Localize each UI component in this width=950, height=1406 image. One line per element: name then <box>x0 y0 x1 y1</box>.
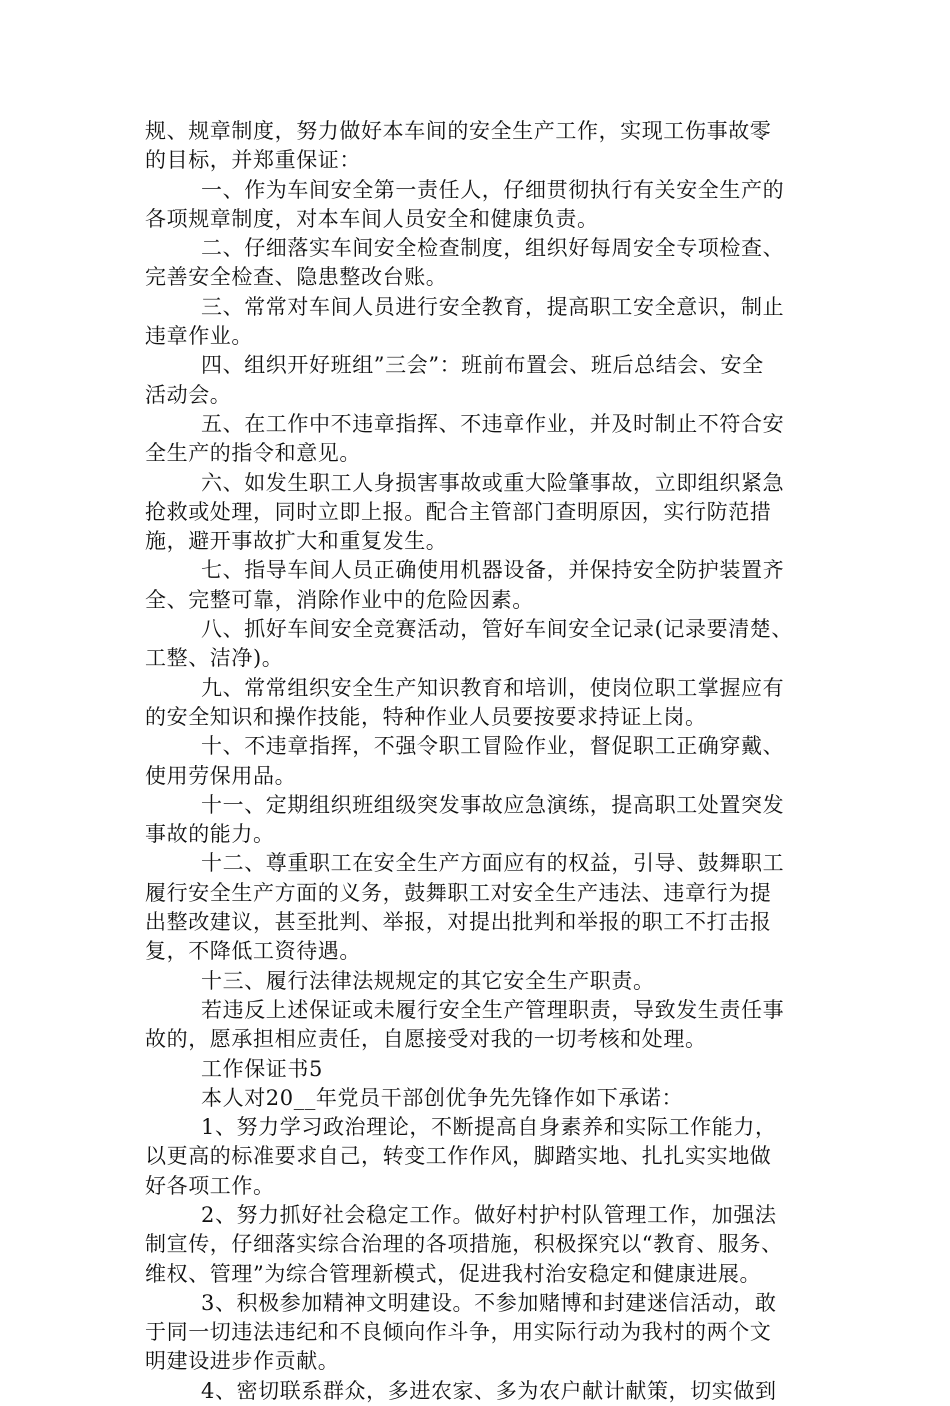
text-line: 故的，愿承担相应责任，自愿接受对我的一切考核和处理。 <box>145 1027 707 1052</box>
text-line: 九、常常组织安全生产知识教育和培训，使岗位职工掌握应有 <box>201 675 785 700</box>
text-line: 3、积极参加精神文明建设。不参加赌博和封建迷信活动，敢 <box>201 1290 777 1315</box>
text-line: 维权、管理”为综合管理新模式，促进我村治安稳定和健康进展。 <box>145 1261 762 1286</box>
text-line: 工整、洁净)。 <box>145 646 284 671</box>
text-line: 制宣传，仔细落实综合治理的各项措施，积极探究以“教育、服务、 <box>145 1232 783 1257</box>
text-line: 本人对20__年党员干部创优争先先锋作如下承诺： <box>201 1085 684 1110</box>
text-line: 四、组织开好班组”三会”：班前布置会、班后总结会、安全 <box>201 353 764 378</box>
text-line: 十三、履行法律法规规定的其它安全生产职责。 <box>201 968 655 993</box>
document-body <box>145 117 835 1406</box>
text-line: 完善安全检查、隐患整改台账。 <box>145 265 448 290</box>
text-line: 工作保证书5 <box>201 1056 323 1081</box>
text-line: 各项规章制度，对本车间人员安全和健康负责。 <box>145 206 599 231</box>
text-line: 违章作业。 <box>145 324 253 349</box>
text-line: 八、抓好车间安全竞赛活动，管好车间安全记录(记录要清楚、 <box>201 617 793 642</box>
text-line: 出整改建议，甚至批判、举报，对提出批判和举报的职工不打击报 <box>145 910 772 935</box>
text-line: 全生产的指令和意见。 <box>145 441 361 466</box>
text-line: 抢救或处理，同时立即上报。配合主管部门查明原因，实行防范措 <box>145 499 772 524</box>
text-line: 履行安全生产方面的义务，鼓舞职工对安全生产违法、违章行为提 <box>145 880 772 905</box>
text-line: 规、规章制度，努力做好本车间的安全生产工作，实现工伤事故零 <box>145 119 772 143</box>
text-line: 一、作为车间安全第一责任人，仔细贯彻执行有关安全生产的 <box>201 177 785 202</box>
text-line: 活动会。 <box>145 382 232 407</box>
text-line: 使用劳保用品。 <box>145 763 297 788</box>
text-line: 二、仔细落实车间安全检查制度，组织好每周安全专项检查、 <box>201 236 785 261</box>
text-line: 复，不降低工资待遇。 <box>145 939 361 964</box>
text-line: 若违反上述保证或未履行安全生产管理职责，导致发生责任事 <box>201 997 785 1022</box>
text-line: 十一、定期组织班组级突发事故应急演练，提高职工处置突发 <box>201 792 785 817</box>
text-line: 于同一切违法违纪和不良倾向作斗争，用实际行动为我村的两个文 <box>145 1320 772 1345</box>
text-line: 事故的能力。 <box>145 822 275 847</box>
text-line: 的安全知识和操作技能，特种作业人员要按要求持证上岗。 <box>145 704 707 729</box>
text-line: 十、不违章指挥，不强令职工冒险作业，督促职工正确穿戴、 <box>201 734 785 759</box>
text-line: 全、完整可靠，消除作业中的危险因素。 <box>145 587 534 612</box>
text-line: 2、努力抓好社会稳定工作。做好村护村队管理工作，加强法 <box>201 1202 777 1227</box>
text-line: 好各项工作。 <box>145 1173 275 1198</box>
text-line: 六、如发生职工人身损害事故或重大险肇事故，立即组织紧急 <box>201 470 785 495</box>
text-line: 以更高的标准要求自己，转变工作作风，脚踏实地、扎扎实实地做 <box>145 1144 772 1169</box>
text-line: 五、在工作中不违章指挥、不违章作业，并及时制止不符合安 <box>201 411 785 436</box>
text-line: 1、努力学习政治理论，不断提高自身素养和实际工作能力， <box>201 1115 777 1140</box>
text-line: 施，避开事故扩大和重复发生。 <box>145 529 448 554</box>
text-line: 三、常常对车间人员进行安全教育，提高职工安全意识，制止 <box>201 294 785 319</box>
text-line: 明建设进步作贡献。 <box>145 1349 340 1374</box>
text-line: 七、指导车间人员正确使用机器设备，并保持安全防护装置齐 <box>201 558 785 583</box>
text-line: 4、密切联系群众，多进农家、多为农户献计献策，切实做到 <box>201 1378 777 1403</box>
text-line: 的目标，并郑重保证： <box>145 148 361 173</box>
text-line: 十二、尊重职工在安全生产方面应有的权益，引导、鼓舞职工 <box>201 851 785 876</box>
